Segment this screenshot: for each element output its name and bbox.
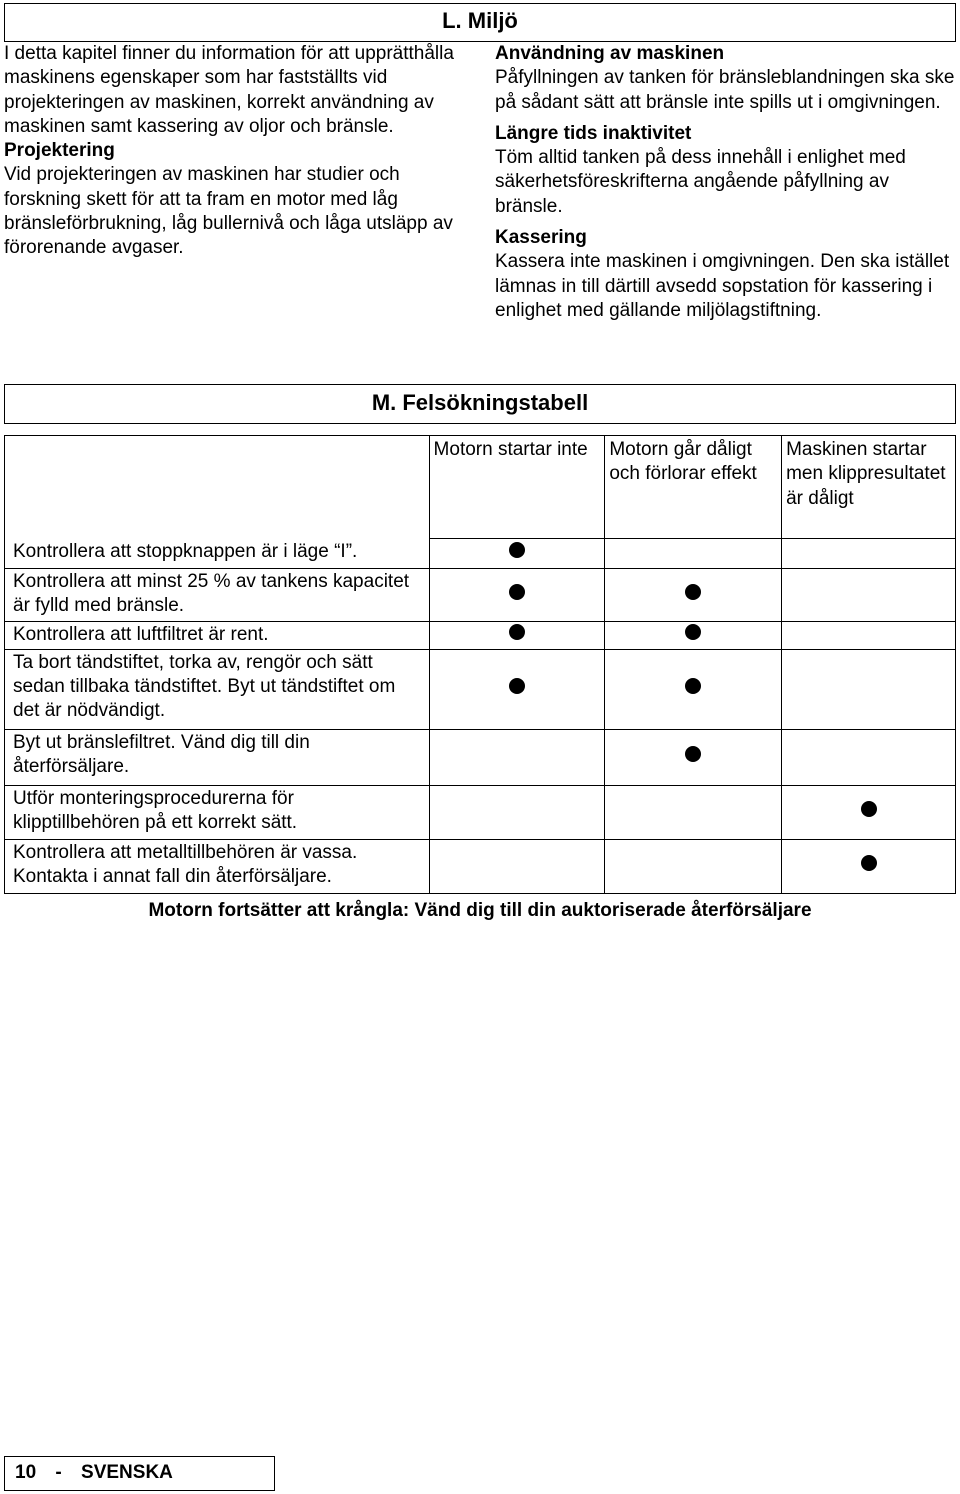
kassering-heading: Kassering	[495, 227, 587, 249]
inaktivitet-paragraph: Töm alltid tanken på dess innehåll i enlighet med säkerhetsföreskrifterna angående påfyllning av bränsle.	[495, 147, 906, 217]
row-label: Byt ut bränslefiltret. Vänd dig till din återförsäljare.	[5, 729, 430, 785]
section-l-left-column	[4, 42, 474, 261]
mark-cell	[605, 785, 782, 839]
page-footer-separator: -	[55, 1462, 62, 1483]
anvandning-paragraph: Påfyllningen av tanken för bränsleblandningen ska ske på sådant sätt att bränsle inte spills ut i omgivningen.	[495, 67, 955, 113]
table-header-row	[5, 436, 956, 539]
mark-cell	[782, 621, 956, 649]
table-row	[5, 785, 956, 839]
anvandning-heading: Användning av maskinen	[495, 43, 725, 64]
mark-cell	[429, 649, 605, 729]
check-dot-icon	[509, 678, 525, 694]
page-footer	[4, 1456, 275, 1491]
projektering-heading: Projektering	[4, 140, 115, 162]
row-label: Kontrollera att luftfiltret är rent.	[5, 621, 430, 649]
column-header: Maskinen startar men klippresultatet är dåligt	[782, 436, 956, 539]
mark-cell	[429, 729, 605, 785]
mark-cell	[429, 621, 605, 649]
mark-cell	[605, 569, 782, 622]
mark-cell	[782, 649, 956, 729]
mark-cell	[782, 839, 956, 893]
check-dot-icon	[685, 678, 701, 694]
mark-cell	[605, 729, 782, 785]
page-language: SVENSKA	[81, 1462, 173, 1483]
row-label: Kontrollera att metalltillbehören är vassa. Kontakta i annat fall din återförsäljare.	[5, 839, 430, 893]
check-dot-icon	[685, 624, 701, 640]
row-label: Kontrollera att stoppknappen är i läge “I”.	[5, 539, 430, 569]
mark-cell	[782, 729, 956, 785]
mark-cell	[782, 539, 956, 569]
mark-cell	[605, 621, 782, 649]
mark-cell	[782, 569, 956, 622]
troubleshooting-table	[4, 435, 956, 894]
table-row	[5, 539, 956, 569]
mark-cell	[429, 569, 605, 622]
mark-cell	[429, 839, 605, 893]
column-header: Motorn går dåligt och förlorar effekt	[605, 436, 782, 539]
mark-cell	[605, 839, 782, 893]
table-row	[5, 649, 956, 729]
column-header: Motorn startar inte	[429, 436, 605, 539]
projektering-paragraph: Vid projekteringen av maskinen har studier och forskning skett för att ta fram en motor med låg bränsleförbrukning, låg bullernivå och låga utsläpp av förorenande avgaser.	[4, 164, 453, 259]
mark-cell	[605, 649, 782, 729]
section-l-right-column	[495, 42, 955, 323]
inaktivitet-heading: Längre tids inaktivitet	[495, 122, 692, 144]
mark-cell	[605, 539, 782, 569]
kassering-paragraph: Kassera inte maskinen i omgivningen. Den ska istället lämnas in till därtill avsedd sopstation för kassering i enlighet med gällande miljölagstiftning.	[495, 251, 950, 321]
table-header-blank	[5, 436, 430, 539]
page-number: 10	[15, 1462, 37, 1483]
mark-cell	[429, 539, 605, 569]
check-dot-icon	[509, 542, 525, 558]
row-label: Utför monteringsprocedurerna för klipptillbehören på ett korrekt sätt.	[5, 785, 430, 839]
mark-cell	[429, 785, 605, 839]
check-dot-icon	[685, 746, 701, 762]
check-dot-icon	[509, 584, 525, 600]
troubleshooting-footnote: Motorn fortsätter att krångla: Vänd dig till din auktoriserade återförsäljare	[148, 900, 812, 921]
intro-paragraph: I detta kapitel finner du information för att upprätthålla maskinens egenskaper som har fastställts vid projekteringen av maskinen, korrekt användning av maskinen samt kassering av oljor och bränsle.	[4, 43, 454, 137]
check-dot-icon	[861, 801, 877, 817]
row-label: Ta bort tändstiftet, torka av, rengör och sätt sedan tillbaka tändstiftet. Byt ut tändstiftet om det är nödvändigt.	[5, 649, 430, 729]
section-l-title: L. Miljö	[4, 3, 956, 42]
table-row	[5, 729, 956, 785]
check-dot-icon	[685, 584, 701, 600]
row-label: Kontrollera att minst 25 % av tankens kapacitet är fylld med bränsle.	[5, 569, 430, 622]
section-m-title: M. Felsökningstabell	[4, 384, 956, 424]
table-row	[5, 839, 956, 893]
check-dot-icon	[861, 855, 877, 871]
table-row	[5, 621, 956, 649]
mark-cell	[782, 785, 956, 839]
table-row	[5, 569, 956, 622]
check-dot-icon	[509, 624, 525, 640]
